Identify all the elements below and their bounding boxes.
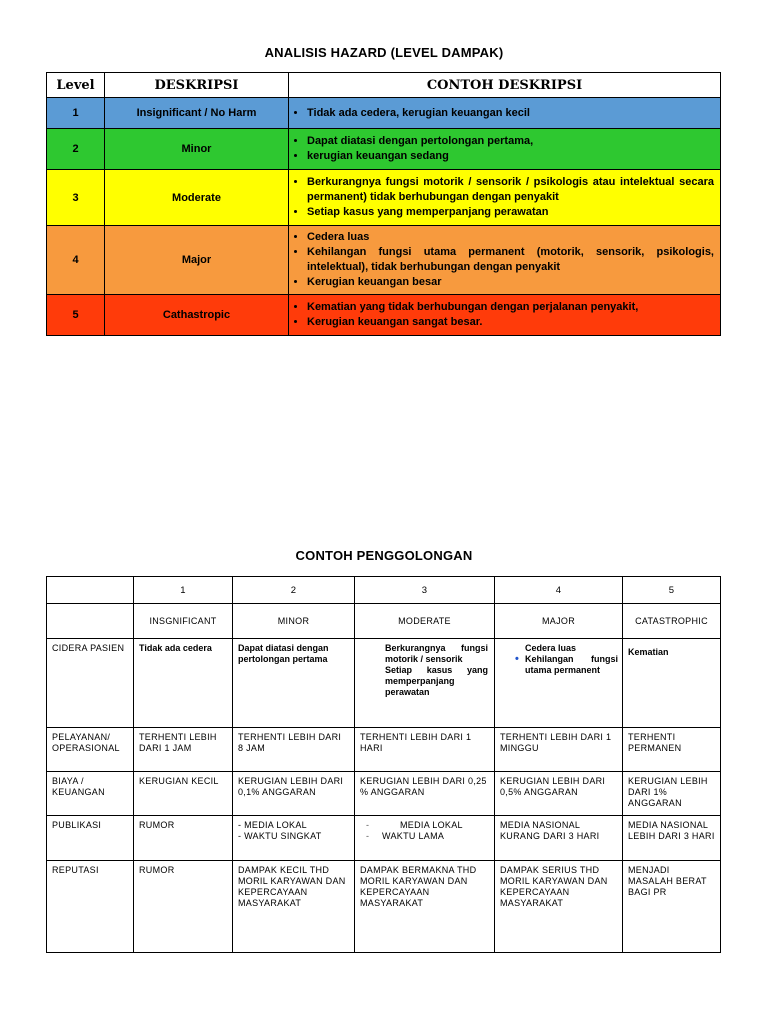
cell: TERHENTI LEBIH DARI 1 MINGGU (495, 728, 623, 772)
cell (495, 639, 623, 728)
cell: DAMPAK SERIUS THD MORIL KARYAWAN DAN KEPERCAYAAN MASYARAKAT (495, 861, 623, 953)
list-item: Cedera luas (525, 643, 577, 653)
row-pelayanan (47, 728, 721, 772)
level-cell: 5 (47, 295, 105, 336)
row-label: PELAYANAN/ OPERASIONAL (47, 728, 134, 772)
example-item: • Cedera luas (307, 230, 714, 245)
cell: TERHENTI LEBIH DARI 8 JAM (233, 728, 355, 772)
hazard-table-title: ANALISIS HAZARD (LEVEL DAMPAK) (264, 45, 504, 60)
list-item: • Kehilangan fungsi utama permanent (525, 654, 618, 676)
corner-cell (47, 604, 134, 639)
row-biaya (47, 772, 721, 816)
row-publikasi (47, 816, 721, 861)
cell: Tidak ada cedera (134, 639, 233, 728)
penggolongan-table (46, 576, 721, 953)
example-item: • Kerugian keuangan besar (307, 275, 714, 290)
example-item: • Berkurangnya fungsi motorik / sensorik / psikologis atau intelektual secara permanent) tidak berhubungan dengan penyakit (307, 175, 714, 205)
hazard-row-3 (47, 170, 721, 226)
hazard-header-row (47, 73, 721, 98)
deskripsi-cell: Cathastropic (105, 295, 289, 336)
list-item: - MEDIA LOKAL (382, 820, 489, 831)
example-item: • Kerugian keuangan sangat besar. (307, 315, 714, 330)
list-item: - WAKTU SINGKAT (238, 831, 322, 841)
contoh-cell (289, 226, 721, 295)
cell: MEDIA NASIONAL KURANG DARI 3 HARI (495, 816, 623, 861)
header-contoh-deskripsi: CONTOH DESKRIPSI (289, 73, 721, 98)
row-label: BIAYA / KEUANGAN (47, 772, 134, 816)
level-number: 4 (495, 577, 623, 604)
hazard-row-1 (47, 98, 721, 129)
example-item: • Setiap kasus yang memperpanjang perawatan (307, 205, 714, 220)
deskripsi-cell: Major (105, 226, 289, 295)
cell: MEDIA NASIONAL LEBIH DARI 3 HARI (623, 816, 721, 861)
level-number: 2 (233, 577, 355, 604)
level-cell: 1 (47, 98, 105, 129)
contoh-cell (289, 170, 721, 226)
level-name: MINOR (233, 604, 355, 639)
level-name: MAJOR (495, 604, 623, 639)
contoh-cell (289, 98, 721, 129)
cell: DAMPAK KECIL THD MORIL KARYAWAN DAN KEPERCAYAAN MASYARAKAT (233, 861, 355, 953)
level-number-row (47, 577, 721, 604)
cell: RUMOR (134, 861, 233, 953)
contoh-cell (289, 129, 721, 170)
cell (355, 639, 495, 728)
level-cell: 3 (47, 170, 105, 226)
cell: KERUGIAN LEBIH DARI 1% ANGGARAN (623, 772, 721, 816)
level-number: 5 (623, 577, 721, 604)
cell: TERHENTI LEBIH DARI 1 JAM (134, 728, 233, 772)
header-deskripsi: DESKRIPSI (105, 73, 289, 98)
cell: KERUGIAN LEBIH DARI 0,5% ANGGARAN (495, 772, 623, 816)
golongan-table-title: CONTOH PENGGOLONGAN (295, 548, 473, 563)
cell: Dapat diatasi dengan pertolongan pertama (233, 639, 355, 728)
corner-cell (47, 577, 134, 604)
cell: MENJADI MASALAH BERAT BAGI PR (623, 861, 721, 953)
list-item: - MEDIA LOKAL (238, 820, 307, 830)
cell: TERHENTI PERMANEN (623, 728, 721, 772)
row-label: REPUTASI (47, 861, 134, 953)
cell: KERUGIAN KECIL (134, 772, 233, 816)
deskripsi-cell: Minor (105, 129, 289, 170)
list-item: Berkurangnya fungsi motorik / sensorik (385, 643, 488, 664)
cell: KERUGIAN LEBIH DARI 0,25 % ANGGARAN (355, 772, 495, 816)
row-cidera-pasien (47, 639, 721, 728)
level-name: MODERATE (355, 604, 495, 639)
example-item: • Tidak ada cedera, kerugian keuangan kecil (307, 106, 714, 121)
example-item: • Kehilangan fungsi utama permanent (motorik, sensorik, psikologis, intelektual), tidak berhubungan dengan penyakit (307, 245, 714, 275)
row-reputasi (47, 861, 721, 953)
cell: TERHENTI LEBIH DARI 1 HARI (355, 728, 495, 772)
cell: DAMPAK BERMAKNA THD MORIL KARYAWAN DAN KEPERCAYAAN MASYARAKAT (355, 861, 495, 953)
contoh-cell (289, 295, 721, 336)
level-cell: 2 (47, 129, 105, 170)
level-cell: 4 (47, 226, 105, 295)
hazard-row-2 (47, 129, 721, 170)
level-number: 3 (355, 577, 495, 604)
cell (355, 816, 495, 861)
cell: Kematian (623, 639, 721, 728)
level-name-row (47, 604, 721, 639)
example-item: • Kematian yang tidak berhubungan dengan perjalanan penyakit, (307, 300, 714, 315)
cell: RUMOR (134, 816, 233, 861)
row-label: PUBLIKASI (47, 816, 134, 861)
example-item: • kerugian keuangan sedang (307, 149, 714, 164)
deskripsi-cell: Moderate (105, 170, 289, 226)
hazard-row-5 (47, 295, 721, 336)
row-label: CIDERA PASIEN (47, 639, 134, 728)
hazard-row-4 (47, 226, 721, 295)
list-item: - WAKTU LAMA (382, 831, 489, 842)
level-number: 1 (134, 577, 233, 604)
level-name: INSGNIFICANT (134, 604, 233, 639)
example-item: • Dapat diatasi dengan pertolongan pertama, (307, 134, 714, 149)
list-item: Setiap kasus yang memperpanjang perawatan (385, 665, 488, 697)
level-name: CATASTROPHIC (623, 604, 721, 639)
deskripsi-cell: Insignificant / No Harm (105, 98, 289, 129)
cell: KERUGIAN LEBIH DARI 0,1% ANGGARAN (233, 772, 355, 816)
cell (233, 816, 355, 861)
hazard-level-table (46, 72, 721, 336)
header-level: Level (47, 73, 105, 98)
